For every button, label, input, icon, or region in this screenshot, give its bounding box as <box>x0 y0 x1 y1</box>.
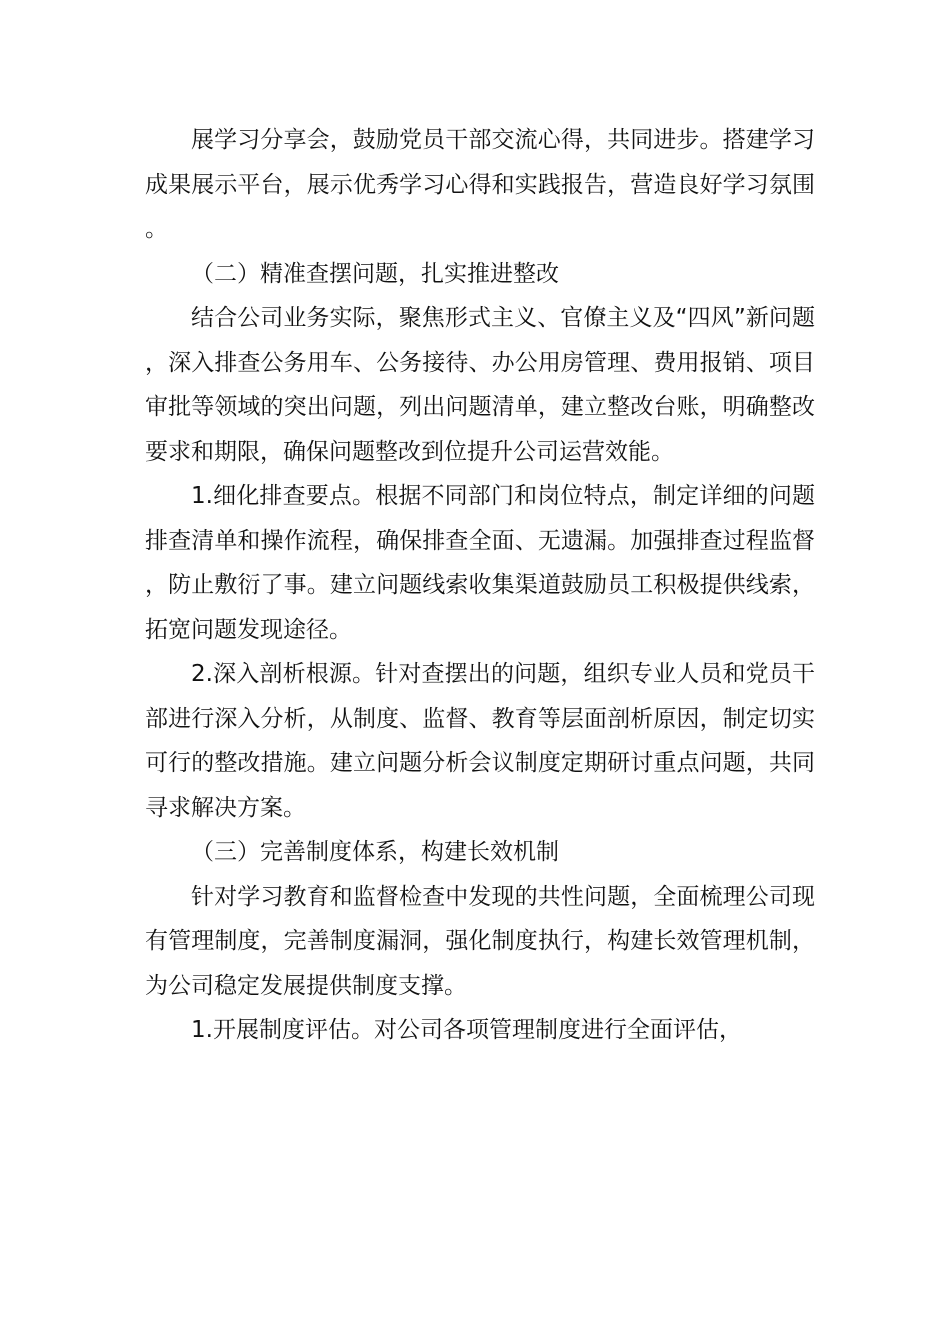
paragraph-root-cause-analysis: 2.深入剖析根源。针对查摆出的问题，组织专业人员和党员干部进行深入分析，从制度、监督、教育等层面剖析原因，制定切实可行的整改措施。建立问题分析会议制度定期研讨重点问题，共同寻求解决方案。 <box>145 661 815 821</box>
paragraph-system-improvement: 针对学习教育和监督检查中发现的共性问题，全面梳理公司现有管理制度，完善制度漏洞，强化制度执行，构建长效管理机制，为公司稳定发展提供制度支撑。 <box>145 883 815 999</box>
paragraph-refine-check-points: 1.细化排查要点。根据不同部门和岗位特点，制定详细的问题排查清单和操作流程，确保排查全面、无遗漏。加强排查过程监督，防止敷衍了事。建立问题线索收集渠道鼓励员工积极提供线索，拓宽问题发现途径。 <box>145 483 815 643</box>
section-heading-3: （三）完善制度体系，构建长效机制 <box>191 839 559 865</box>
paragraph-problem-check: 结合公司业务实际，聚焦形式主义、官僚主义及“四风”新问题，深入排查公务用车、公务接待、办公用房管理、费用报销、项目审批等领域的突出问题，列出问题清单，建立整改台账，明确整改要求和期限，确保问题整改到位提升公司运营效能。 <box>145 305 815 465</box>
paragraph-system-evaluation: 1.开展制度评估。对公司各项管理制度进行全面评估， <box>191 1017 742 1043</box>
document-body <box>145 118 815 1053</box>
paragraph-learning-sharing: 展学习分享会，鼓励党员干部交流心得，共同进步。搭建学习成果展示平台，展示优秀学习心得和实践报告，营造良好学习氛围。 <box>145 127 815 242</box>
section-heading-2: （二）精准查摆问题，扎实推进整改 <box>191 260 559 287</box>
